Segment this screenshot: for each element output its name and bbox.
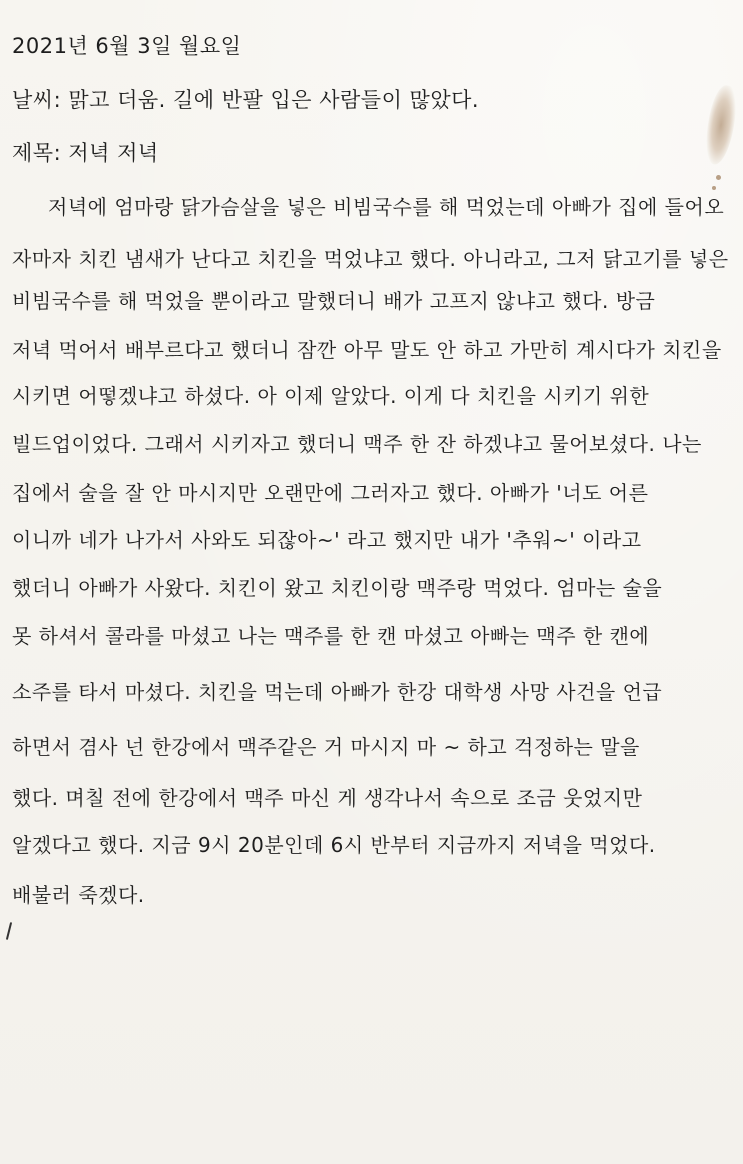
diary-body-line: 이니까 네가 나가서 사와도 되잖아~' 라고 했지만 내가 '추워~' 이라고 <box>12 528 642 552</box>
diary-body-line: 소주를 타서 마셨다. 치킨을 먹는데 아빠가 한강 대학생 사망 사건을 언급 <box>12 680 663 704</box>
stain-speck <box>712 186 716 190</box>
diary-body-line: 했더니 아빠가 사왔다. 치킨이 왔고 치킨이랑 맥주랑 먹었다. 엄마는 술을 <box>12 576 663 600</box>
diary-title: 제목: 저녁 저녁 <box>12 141 159 165</box>
diary-body-line: 알겠다고 했다. 지금 9시 20분인데 6시 반부터 지금까지 저녁을 먹었다. <box>12 833 656 857</box>
diary-body-line: 했다. 며칠 전에 한강에서 맥주 마신 게 생각나서 속으로 조금 웃었지만 <box>12 786 643 810</box>
pen-mark <box>6 922 12 940</box>
diary-weather: 날씨: 맑고 더움. 길에 반팔 입은 사람들이 많았다. <box>12 88 480 112</box>
diary-body-line: 저녁 먹어서 배부르다고 했더니 잠깐 아무 말도 안 하고 가만히 계시다가 치킨을 <box>12 338 722 362</box>
diary-date: 2021년 6월 3일 월요일 <box>12 34 242 58</box>
diary-body-line: 자마자 치킨 냄새가 난다고 치킨을 먹었냐고 했다. 아니라고, 그저 닭고기를 넣은 <box>12 247 729 271</box>
coffee-stain <box>703 84 740 167</box>
diary-body-line: 시키면 어떻겠냐고 하셨다. 아 이제 알았다. 이게 다 치킨을 시키기 위한 <box>12 384 650 408</box>
diary-body-line: 비빔국수를 해 먹었을 뿐이라고 말했더니 배가 고프지 않냐고 했다. 방금 <box>12 289 656 313</box>
stain-speck <box>716 175 721 180</box>
diary-body-line: 집에서 술을 잘 안 마시지만 오랜만에 그러자고 했다. 아빠가 '너도 어른 <box>12 481 649 505</box>
diary-body-line: 저녁에 엄마랑 닭가슴살을 넣은 비빔국수를 해 먹었는데 아빠가 집에 들어오 <box>48 195 725 219</box>
diary-body-line: 하면서 겸사 넌 한강에서 맥주같은 거 마시지 마 ~ 하고 걱정하는 말을 <box>12 735 640 759</box>
diary-body-line: 빌드업이었다. 그래서 시키자고 했더니 맥주 한 잔 하겠냐고 물어보셨다. 나는 <box>12 432 702 456</box>
diary-body-line: 배불러 죽겠다. <box>12 883 145 907</box>
diary-body-line: 못 하셔서 콜라를 마셨고 나는 맥주를 한 캔 마셨고 아빠는 맥주 한 캔에 <box>12 624 650 648</box>
